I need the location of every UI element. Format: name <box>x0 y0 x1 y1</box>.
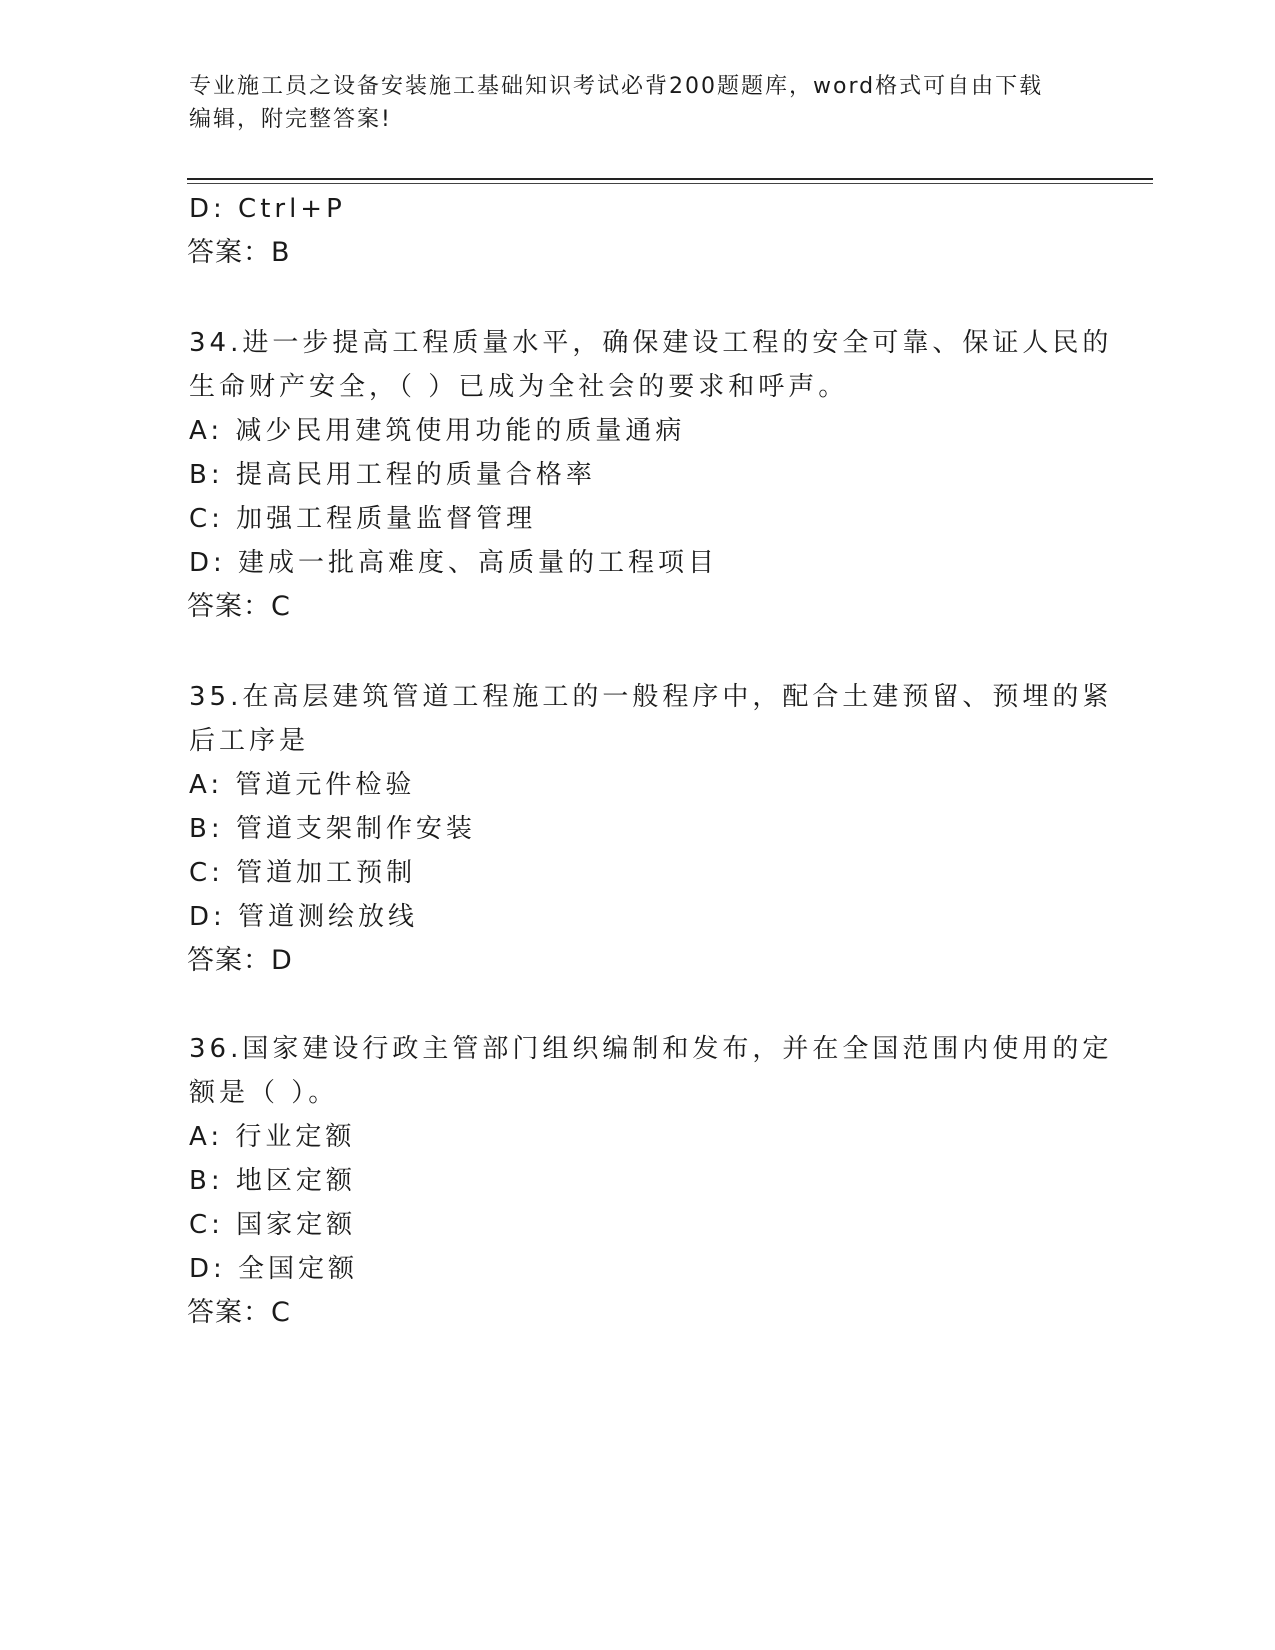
prev-answer: 答案：B <box>187 237 291 268</box>
question-stem-line-2: 额是（ ）。 <box>189 1078 339 1108</box>
question-stem-line-1: 35.在高层建筑管道工程施工的一般程序中，配合土建预留、预埋的紧 <box>189 682 1113 712</box>
question-stem-line-1: 36.国家建设行政主管部门组织编制和发布，并在全国范围内使用的定 <box>189 1034 1113 1064</box>
option-b: B: 管道支架制作安装 <box>189 814 476 844</box>
document-header <box>189 70 1089 136</box>
option-a: A: 行业定额 <box>189 1122 356 1152</box>
option-c: C: 国家定额 <box>189 1210 357 1240</box>
option-c: C: 加强工程质量监督管理 <box>189 504 537 534</box>
option-b: B: 地区定额 <box>189 1166 356 1196</box>
question-stem-line-1: 34.进一步提高工程质量水平，确保建设工程的安全可靠、保证人民的 <box>189 328 1113 358</box>
answer: 答案：C <box>187 1297 291 1328</box>
header-divider-thin <box>187 183 1153 184</box>
answer: 答案：C <box>187 591 291 622</box>
option-b: B: 提高民用工程的质量合格率 <box>189 460 596 490</box>
option-a: A: 管道元件检验 <box>189 770 416 800</box>
option-d: D: 全国定额 <box>189 1254 359 1284</box>
option-c: C: 管道加工预制 <box>189 858 417 888</box>
answer: 答案：D <box>187 945 293 976</box>
option-a: A: 减少民用建筑使用功能的质量通病 <box>189 416 686 446</box>
option-d: D: 建成一批高难度、高质量的工程项目 <box>189 548 719 578</box>
header-title-line-2: 编辑，附完整答案! <box>189 107 392 132</box>
header-divider-thick <box>187 178 1153 180</box>
header-title-line-1: 专业施工员之设备安装施工基础知识考试必背200题题库，word格式可自由下载 <box>189 74 1044 99</box>
question-stem-line-2: 生命财产安全，（ ）已成为全社会的要求和呼声。 <box>189 372 849 402</box>
prev-option-d: D: Ctrl+P <box>189 194 346 224</box>
option-d: D: 管道测绘放线 <box>189 902 419 932</box>
question-stem-line-2: 后工序是 <box>189 726 310 756</box>
